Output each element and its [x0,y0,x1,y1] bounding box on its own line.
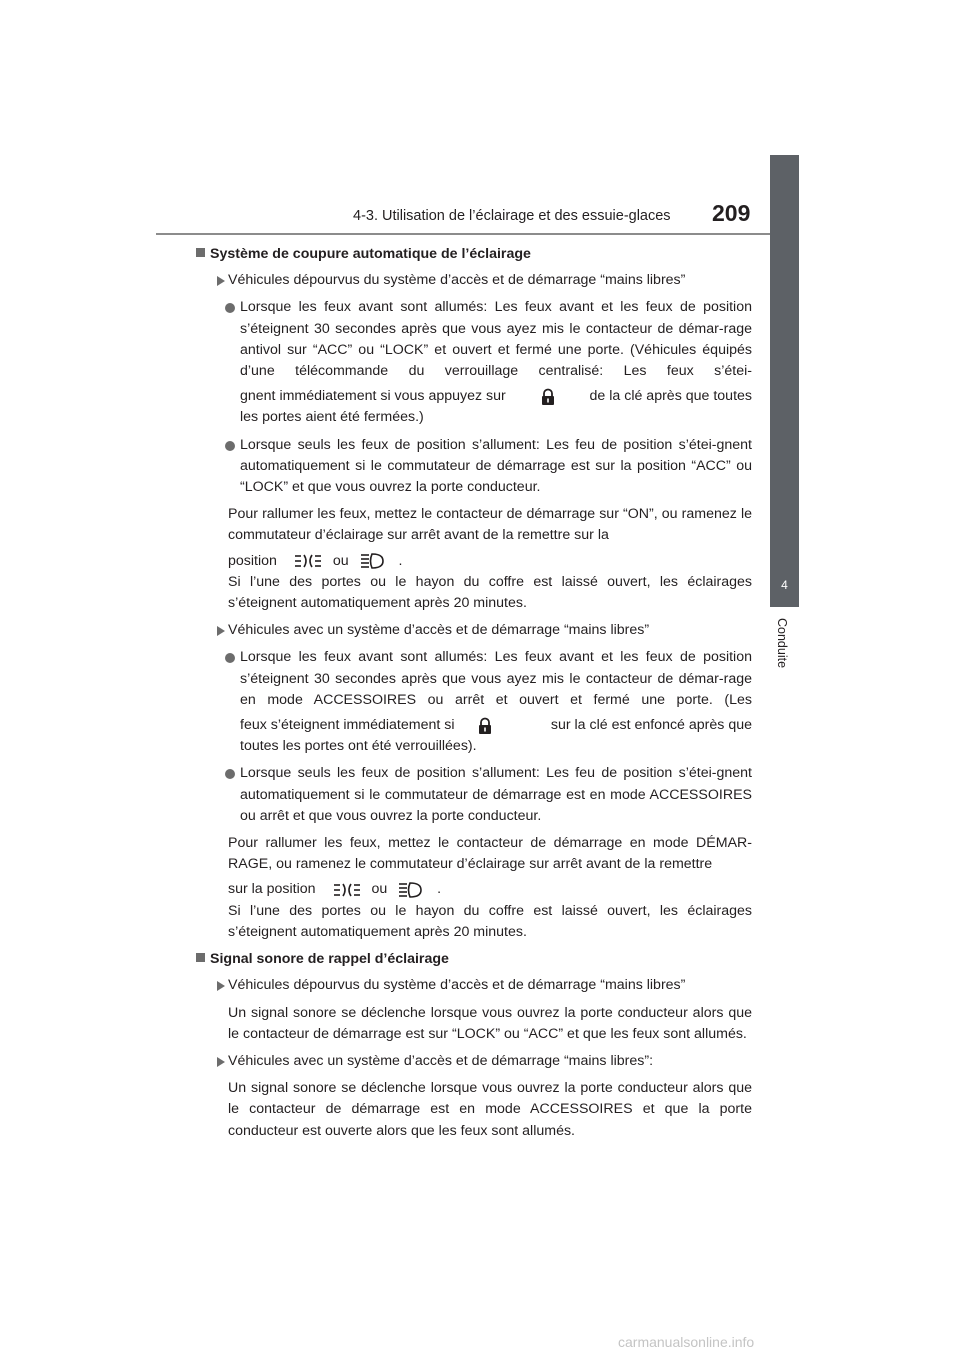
bullet-item: Lorsque les feux avant sont allumés: Les feux avant et les feux de position s’éteignent 30 secondes après que vous ayez mis le contacteur de démar-rage antivol sur “ACC” ou “LOCK” et ouvert et fermé une porte. (Véhicules équipés d’une télécommande du verrouillage centralisé: Les feux s’étei- gnent immédiatement si vous appuyez sur de la clé après que toutes les portes aient été fermées.) [212,297,752,428]
circle-bullet-icon [225,653,235,663]
page-content [212,242,752,1148]
triangle-bullet-icon [217,1057,225,1067]
subsection-label: Véhicules dépourvus du système d’accès et de démarrage “mains libres” [212,270,752,291]
triangle-bullet-icon [217,276,225,286]
chapter-tab [770,155,799,607]
circle-bullet-icon [225,441,235,451]
triangle-bullet-icon [217,981,225,991]
section-heading: Signal sonore de rappel d’éclairage [196,949,752,970]
section-heading: Système de coupure automatique de l’éclairage [196,244,752,265]
square-bullet-icon [196,953,205,962]
bullet-item: Lorsque seuls les feux de position s’allument: Les feu de position s’étei-gnent automatiquement si le commutateur de démarrage est en mode ACCESSOIRES ou arrêt et que vous ouvrez la porte conducteur. [212,763,752,827]
subsection-label: Véhicules dépourvus du système d’accès et de démarrage “mains libres” [212,975,752,996]
chapter-label: Conduite [775,618,789,669]
triangle-bullet-icon [217,626,225,636]
lock-icon [477,717,493,735]
page-number: 209 [712,200,751,226]
square-bullet-icon [196,248,205,257]
parking-light-icon [332,881,362,899]
subsection-label: Véhicules avec un système d’accès et de démarrage “mains libres”: [212,1051,752,1072]
bullet-item: Lorsque les feux avant sont allumés: Les feux avant et les feux de position s’éteignent 30 secondes après que vous ayez mis le contacteur de démar-rage en mode ACCESSOIRES ou arrêt et ouvert et fermé une porte. (Les feux s’éteignent immédiatement si sur la clé est enfoncé après que toutes les portes ont été verrouillées). [212,647,752,757]
headlight-icon [359,552,385,570]
watermark: carmanualsonline.info [618,1334,755,1350]
paragraph: Pour rallumer les feux, mettez le contacteur de démarrage en mode DÉMAR-RAGE, ou ramenez le commutateur d’éclairage sur arrêt avant de la remettre sur la position ou . Si l’une des portes ou le hayon du coffre est laissé ouvert, les éclairages s’éteignent automatiquement après 20 minutes. [228,835,752,940]
paragraph: Pour rallumer les feux, mettez le contacteur de démarrage sur “ON”, ou ramenez le commutateur d’éclairage sur arrêt avant de la remettre sur la position ou . Si l’une des portes ou le hayon du coffre est laissé ouvert, les éclairages s’éteignent automatiquement après 20 minutes. [228,506,752,612]
header-rule [156,233,799,235]
headlight-icon [397,881,423,899]
circle-bullet-icon [225,769,235,779]
header-title: 4-3. Utilisation de l’éclairage et des essuie-glaces [353,208,671,224]
parking-light-icon [293,552,323,570]
paragraph: Un signal sonore se déclenche lorsque vous ouvrez la porte conducteur alors que le contacteur de démarrage est en mode ACCESSOIRES et que la porte conducteur est ouverte alors que les feux sont allumés. [228,1080,752,1139]
lock-icon [540,388,556,406]
chapter-number: 4 [781,578,788,592]
paragraph: Un signal sonore se déclenche lorsque vous ouvrez la porte conducteur alors que le contacteur de démarrage est sur “LOCK” ou “ACC” et que les feux sont allumés. [228,1004,752,1042]
bullet-item: Lorsque seuls les feux de position s’allument: Les feu de position s’étei-gnent automatiquement si le commutateur de démarrage est sur la position “ACC” ou “LOCK” et que vous ouvrez la porte conducteur. [212,435,752,499]
circle-bullet-icon [225,303,235,313]
subsection-label: Véhicules avec un système d’accès et de démarrage “mains libres” [212,620,752,641]
